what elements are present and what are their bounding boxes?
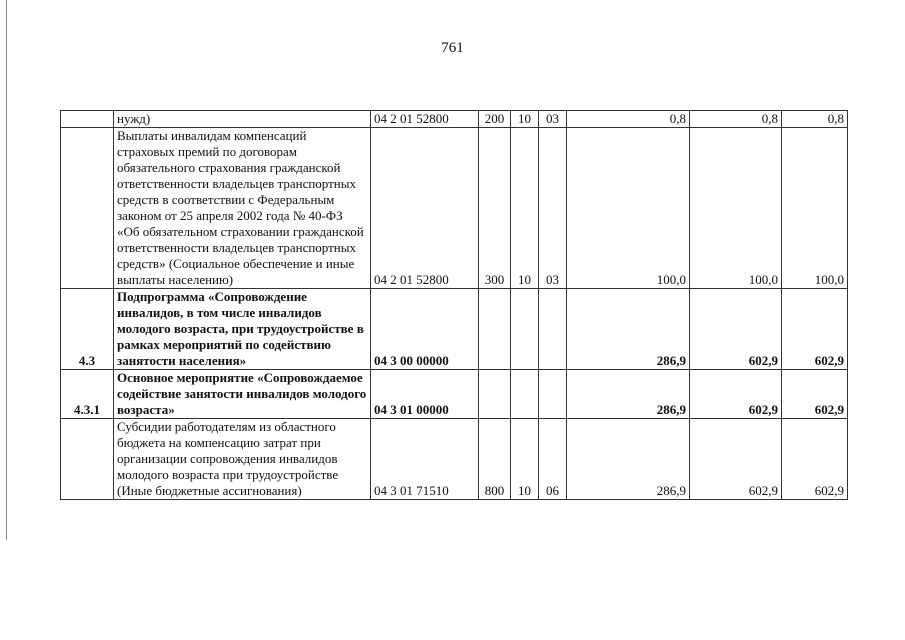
section-code: 10 [511, 128, 539, 289]
expense-type-code: 200 [479, 111, 511, 128]
row-description [114, 289, 371, 370]
subsection-code [539, 289, 567, 370]
amount-year-2: 602,9 [690, 419, 782, 500]
target-article-code: 04 2 01 52800 [371, 111, 479, 128]
subsection-code [539, 370, 567, 419]
amount-year-1: 0,8 [567, 111, 690, 128]
amount-year-2: 0,8 [690, 111, 782, 128]
table-row [61, 128, 848, 289]
amount-year-3: 0,8 [782, 111, 848, 128]
subsection-code: 06 [539, 419, 567, 500]
description-text: Подпрограмма «Сопровождение инвалидов, в том числе инвалидов молодого возраста, при трудоустройстве в рамках мероприятий по содействию занятости населения» [117, 289, 364, 368]
table-row [61, 419, 848, 500]
row-number [61, 111, 114, 128]
expense-type-code [479, 370, 511, 419]
amount-year-2: 602,9 [690, 289, 782, 370]
row-description [114, 419, 371, 500]
amount-year-1: 286,9 [567, 370, 690, 419]
row-number: 4.3.1 [61, 370, 114, 419]
description-text: Основное мероприятие «Сопровождаемое содействие занятости инвалидов молодого возраста» [117, 370, 367, 417]
row-description [114, 111, 371, 128]
amount-year-1: 286,9 [567, 289, 690, 370]
amount-year-2: 100,0 [690, 128, 782, 289]
target-article-code: 04 3 00 00000 [371, 289, 479, 370]
amount-year-3: 602,9 [782, 370, 848, 419]
amount-year-3: 100,0 [782, 128, 848, 289]
amount-year-1: 286,9 [567, 419, 690, 500]
row-number [61, 419, 114, 500]
subsection-code: 03 [539, 111, 567, 128]
amount-year-3: 602,9 [782, 289, 848, 370]
budget-table [60, 110, 848, 500]
amount-year-3: 602,9 [782, 419, 848, 500]
table-row [61, 370, 848, 419]
description-text: нужд) [117, 111, 151, 126]
expense-type-code: 300 [479, 128, 511, 289]
page-margin-line [6, 0, 7, 540]
row-description [114, 128, 371, 289]
subsection-code: 03 [539, 128, 567, 289]
row-number: 4.3 [61, 289, 114, 370]
row-number [61, 128, 114, 289]
amount-year-2: 602,9 [690, 370, 782, 419]
target-article-code: 04 2 01 52800 [371, 128, 479, 289]
description-text: Субсидии работодателям из областного бюджета на компенсацию затрат при организации сопровождения инвалидов молодого возраста при трудоустройстве (Иные бюджетные ассигнования) [117, 419, 339, 498]
expense-type-code: 800 [479, 419, 511, 500]
target-article-code: 04 3 01 71510 [371, 419, 479, 500]
row-description [114, 370, 371, 419]
target-article-code: 04 3 01 00000 [371, 370, 479, 419]
section-code [511, 289, 539, 370]
description-text: Выплаты инвалидам компенсаций страховых премий по договорам обязательного страхования гражданской ответственности владельцев транспортных средств в соответствии с Федеральным законом от 25 апреля 2002 года № 40-ФЗ «Об обязательном страховании гражданской ответственности владельцев транспортных средств» (Социальное обеспечение и иные выплаты населению) [117, 128, 364, 287]
section-code [511, 370, 539, 419]
section-code: 10 [511, 419, 539, 500]
section-code: 10 [511, 111, 539, 128]
table-row [61, 111, 848, 128]
page-number: 761 [441, 40, 464, 56]
amount-year-1: 100,0 [567, 128, 690, 289]
table-row [61, 289, 848, 370]
expense-type-code [479, 289, 511, 370]
